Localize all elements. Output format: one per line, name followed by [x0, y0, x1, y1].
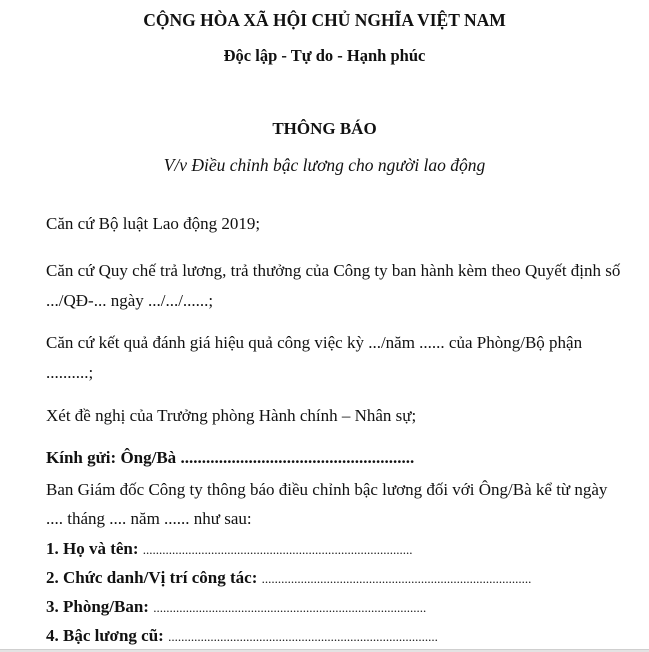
- recipient-line: [46, 448, 414, 468]
- document-subject: V/v Điều chỉnh bậc lương cho người lao động: [163, 155, 486, 175]
- intro-line-2: .... tháng .... năm ...... như sau:: [46, 509, 252, 528]
- nation-heading: CỘNG HÒA XÃ HỘI CHỦ NGHĨA VIỆT NAM: [143, 10, 506, 30]
- basis-evaluation-line-2: ..........;: [46, 363, 94, 382]
- field-label: 4. Bậc lương cũ:: [46, 626, 169, 645]
- field-full-name: [46, 539, 413, 560]
- field-position: [46, 568, 531, 589]
- field-blank[interactable]: ...................................................................................: [261, 571, 532, 586]
- recipient-blank[interactable]: .......................................................: [180, 448, 415, 467]
- field-label: 3. Phòng/Ban:: [46, 597, 154, 616]
- basis-pay-regulation-line-2: .../QĐ-... ngày .../.../......;: [46, 291, 214, 310]
- field-blank[interactable]: ....................................................................................: [153, 600, 427, 615]
- document-title: THÔNG BÁO: [272, 119, 377, 138]
- basis-evaluation-line-1: Căn cứ kết quả đánh giá hiệu quả công việc kỳ .../năm ...... của Phòng/Bộ phận: [46, 333, 583, 352]
- basis-pay-regulation-line-1: Căn cứ Quy chế trả lương, trả thưởng của Công ty ban hành kèm theo Quyết định số: [46, 261, 621, 280]
- recipient-label: Kính gửi: Ông/Bà: [46, 448, 181, 467]
- field-blank[interactable]: ...................................................................................: [142, 542, 413, 557]
- field-old-salary-grade: [46, 626, 438, 647]
- field-label: 2. Chức danh/Vị trí công tác:: [46, 568, 262, 587]
- field-label: 1. Họ và tên:: [46, 539, 143, 558]
- field-blank[interactable]: ...................................................................................: [168, 629, 438, 644]
- basis-hr-proposal: Xét đề nghị của Trưởng phòng Hành chính – Nhân sự;: [46, 406, 417, 425]
- motto-heading: Độc lập - Tự do - Hạnh phúc: [223, 46, 426, 65]
- field-department: [46, 597, 426, 618]
- basis-labor-code: Căn cứ Bộ luật Lao động 2019;: [46, 214, 261, 233]
- intro-line-1: Ban Giám đốc Công ty thông báo điều chỉnh bậc lương đối với Ông/Bà kể từ ngày: [46, 480, 608, 499]
